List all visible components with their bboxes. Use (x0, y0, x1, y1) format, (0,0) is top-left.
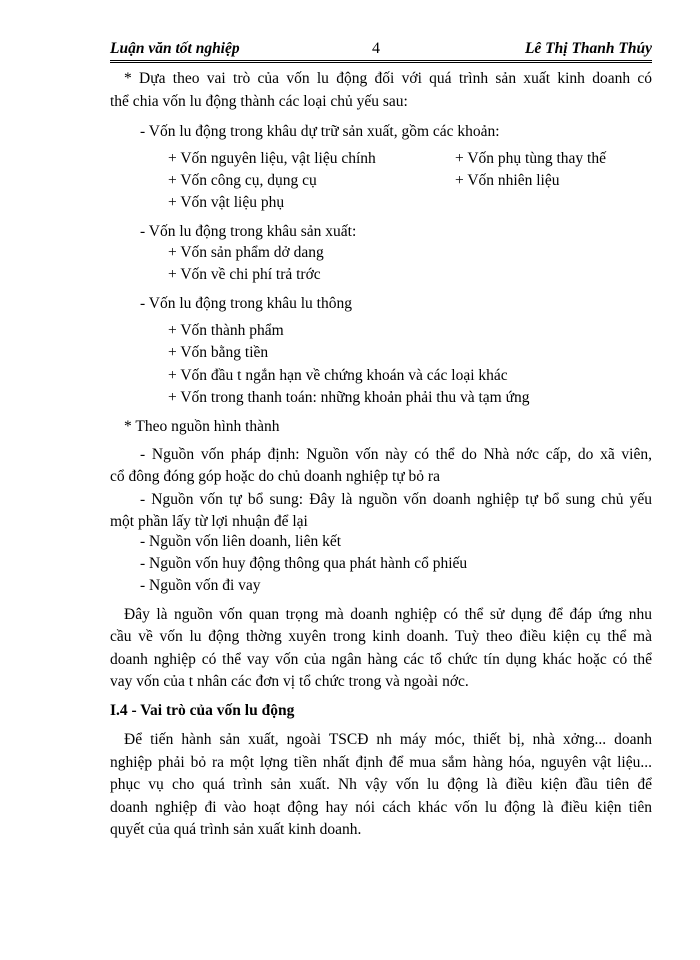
group2-item-1: + Vốn sản phẩm dở dang (168, 244, 324, 261)
paragraph2-line-1: Để tiến hành sản xuất, ngoài TSCĐ nh máy móc, thiết bị, nhà xởng... doanh (124, 731, 652, 748)
group1-item-1: + Vốn nguyên liệu, vật liệu chính (168, 150, 376, 167)
group1-item-4: + Vốn nhiên liệu (455, 172, 560, 189)
group1-item-2: + Vốn phụ tùng thay thế (455, 150, 606, 167)
paragraph1-line-1: Đây là nguồn vốn quan trọng mà doanh nghiệp có thể sử dụng để đáp ứng nhu (124, 606, 652, 623)
paragraph1-line-2: cầu về vốn lu động thờng xuyên trong kinh doanh. Tuỳ theo điều kiện cụ thể mà (110, 628, 652, 645)
intro-line-1: * Dựa theo vai trò của vốn lu động đối với quá trình sản xuất kinh doanh có (124, 70, 652, 87)
group3-title: - Vốn lu động trong khâu lu thông (140, 295, 352, 312)
source1-line-1: - Nguồn vốn pháp định: Nguồn vốn này có thể do Nhà nớc cấp, do xã viên, (140, 446, 652, 463)
group1-item-3: + Vốn công cụ, dụng cụ (168, 172, 317, 189)
source2-line-2: một phần lấy từ lợi nhuận để lại (110, 513, 308, 530)
group2-title: - Vốn lu động trong khâu sản xuất: (140, 223, 357, 240)
group2-item-2: + Vốn về chi phí trả trớc (168, 266, 321, 283)
group3-item-2: + Vốn bằng tiền (168, 344, 269, 361)
source2-line-1: - Nguồn vốn tự bổ sung: Đây là nguồn vốn doanh nghiệp tự bổ sung chủ yếu (140, 491, 652, 508)
paragraph1-line-4: vay vốn của t nhân các đơn vị tổ chức trong và ngoài nớc. (110, 673, 469, 690)
group3-item-4: + Vốn trong thanh toán: những khoản phải thu và tạm ứng (168, 389, 530, 406)
header-divider (110, 60, 652, 63)
source-title: * Theo nguồn hình thành (124, 418, 280, 435)
header-thesis-title: Luận văn tốt nghiệp (110, 40, 240, 57)
source3: - Nguồn vốn liên doanh, liên kết (140, 533, 342, 550)
page-header (110, 40, 652, 62)
group1-item-5: + Vốn vật liệu phụ (168, 194, 285, 211)
paragraph2-line-4: doanh nghiệp đi vào hoạt động hay nói cách khác vốn lu động là điều kiện tiên (110, 799, 652, 816)
section-heading: I.4 - Vai trò của vốn lu động (110, 702, 295, 719)
paragraph2-line-3: phục vụ cho quá trình sản xuất. Nh vậy vốn lu động là điều kiện đầu tiên để (110, 776, 652, 793)
source4: - Nguồn vốn huy động thông qua phát hành cổ phiếu (140, 555, 468, 572)
header-author: Lê Thị Thanh Thúy (524, 40, 652, 57)
group1-title: - Vốn lu động trong khâu dự trữ sản xuất, gồm các khoản: (140, 123, 500, 140)
paragraph2-line-2: nghiệp phải bỏ ra một lợng tiền nhất định để mua sắm hàng hóa, nguyên vật liệu... (110, 754, 652, 771)
group3-item-1: + Vốn thành phẩm (168, 322, 284, 339)
paragraph1-line-3: doanh nghiệp có thể vay vốn của ngân hàng các tổ chức tín dụng khác hoặc có thể (110, 651, 652, 668)
intro-line-2: thể chia vốn lu động thành các loại chủ yếu sau: (110, 93, 408, 110)
paragraph2-line-5: quyết của quá trình sản xuất kinh doanh. (110, 821, 362, 838)
source1-line-2: cổ đông đóng góp hoặc do chủ doanh nghiệp tự bỏ ra (110, 468, 440, 485)
page-number: 4 (372, 40, 380, 57)
source5: - Nguồn vốn đi vay (140, 577, 261, 594)
group3-item-3: + Vốn đầu t ngắn hạn về chứng khoán và các loại khác (168, 367, 508, 384)
